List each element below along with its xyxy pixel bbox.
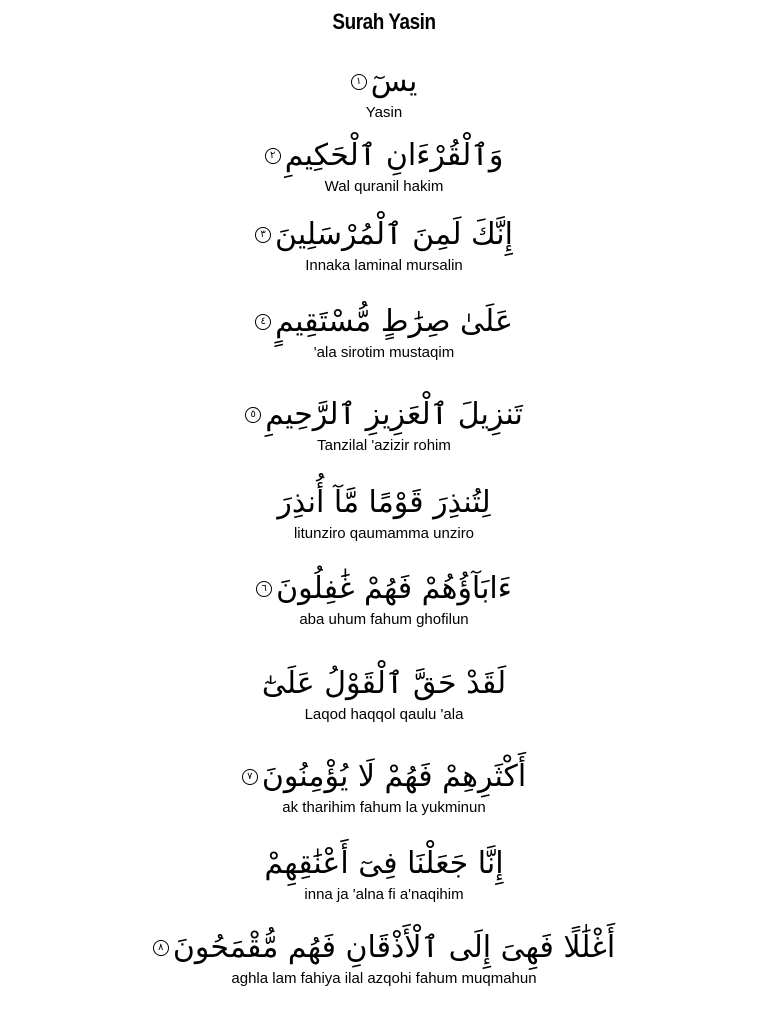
verse-arabic: [0, 662, 768, 706]
arabic-text: إِنَّا جَعَلْنَا فِىٓ أَعْنَٰقِهِمْ: [264, 846, 504, 881]
ayah-number-marker: ٦: [256, 581, 272, 597]
transliteration: Tanzilal 'azizir rohim: [317, 437, 451, 454]
ayah-number-marker: ٢: [265, 148, 281, 164]
arabic-text: أَغْلَٰلًا فَهِىَ إِلَى ٱلْأَذْقَانِ فَهُم مُّقْمَحُونَ: [172, 930, 616, 965]
ayah-number-marker: ٥: [245, 407, 261, 423]
verse-2: [0, 134, 768, 196]
verse-arabic: [0, 567, 768, 611]
verse-arabic: [0, 755, 768, 799]
verse-arabic: [0, 213, 768, 257]
ayah-number-marker: ٧: [242, 769, 258, 785]
verse-6: [0, 481, 768, 543]
arabic-text: لِتُنذِرَ قَوْمًا مَّآ أُنذِرَ: [277, 485, 491, 520]
arabic-text: أَكْثَرِهِمْ فَهُمْ لَا يُؤْمِنُونَ: [261, 759, 527, 794]
arabic-text: لَقَدْ حَقَّ ٱلْقَوْلُ عَلَىٰٓ: [261, 666, 507, 701]
verse-arabic: [0, 60, 768, 104]
verse-1: [0, 60, 768, 122]
verse-3: [0, 213, 768, 275]
verse-arabic: [0, 393, 768, 437]
arabic-text: ءَابَآؤُهُمْ فَهُمْ غَٰفِلُونَ: [276, 571, 512, 606]
ayah-number-marker: ٣: [255, 227, 271, 243]
transliteration: Innaka laminal mursalin: [305, 257, 463, 274]
transliteration: ak tharihim fahum la yukminun: [282, 799, 486, 816]
transliteration: 'ala sirotim mustaqim: [313, 344, 455, 361]
transliteration: Laqod haqqol qaulu 'ala: [304, 706, 464, 723]
verse-arabic: [0, 926, 768, 970]
arabic-text: إِنَّكَ لَمِنَ ٱلْمُرْسَلِينَ: [275, 217, 513, 252]
transliteration: litunziro qaumamma unziro: [293, 525, 475, 542]
verse-7: [0, 567, 768, 629]
verse-4: [0, 300, 768, 362]
transliteration: aba uhum fahum ghofilun: [299, 611, 469, 628]
verse-11: [0, 926, 768, 988]
verse-arabic: [0, 300, 768, 344]
transliteration: aghla lam fahiya ilal azqohi fahum muqmahun: [231, 970, 537, 987]
ayah-number-marker: ٤: [255, 314, 271, 330]
verse-9: [0, 755, 768, 817]
verse-arabic: [0, 134, 768, 178]
transliteration: Wal quranil hakim: [324, 178, 444, 195]
ayah-number-marker: ١: [351, 74, 367, 90]
arabic-text: وَٱلْقُرْءَانِ ٱلْحَكِيمِ: [284, 138, 504, 173]
transliteration: inna ja 'alna fi a'naqihim: [304, 886, 464, 903]
verse-10: [0, 842, 768, 904]
arabic-text: عَلَىٰ صِرَٰطٍ مُّسْتَقِيمٍ: [275, 304, 513, 339]
verse-arabic: [0, 481, 768, 525]
arabic-text: تَنزِيلَ ٱلْعَزِيزِ ٱلرَّحِيمِ: [265, 397, 523, 432]
verse-5: [0, 393, 768, 455]
arabic-text: يسٓ: [370, 64, 418, 99]
ayah-number-marker: ٨: [153, 940, 169, 956]
transliteration: Yasin: [365, 104, 403, 121]
verse-arabic: [0, 842, 768, 886]
page-title: Surah Yasin: [332, 9, 436, 34]
verse-8: [0, 662, 768, 724]
